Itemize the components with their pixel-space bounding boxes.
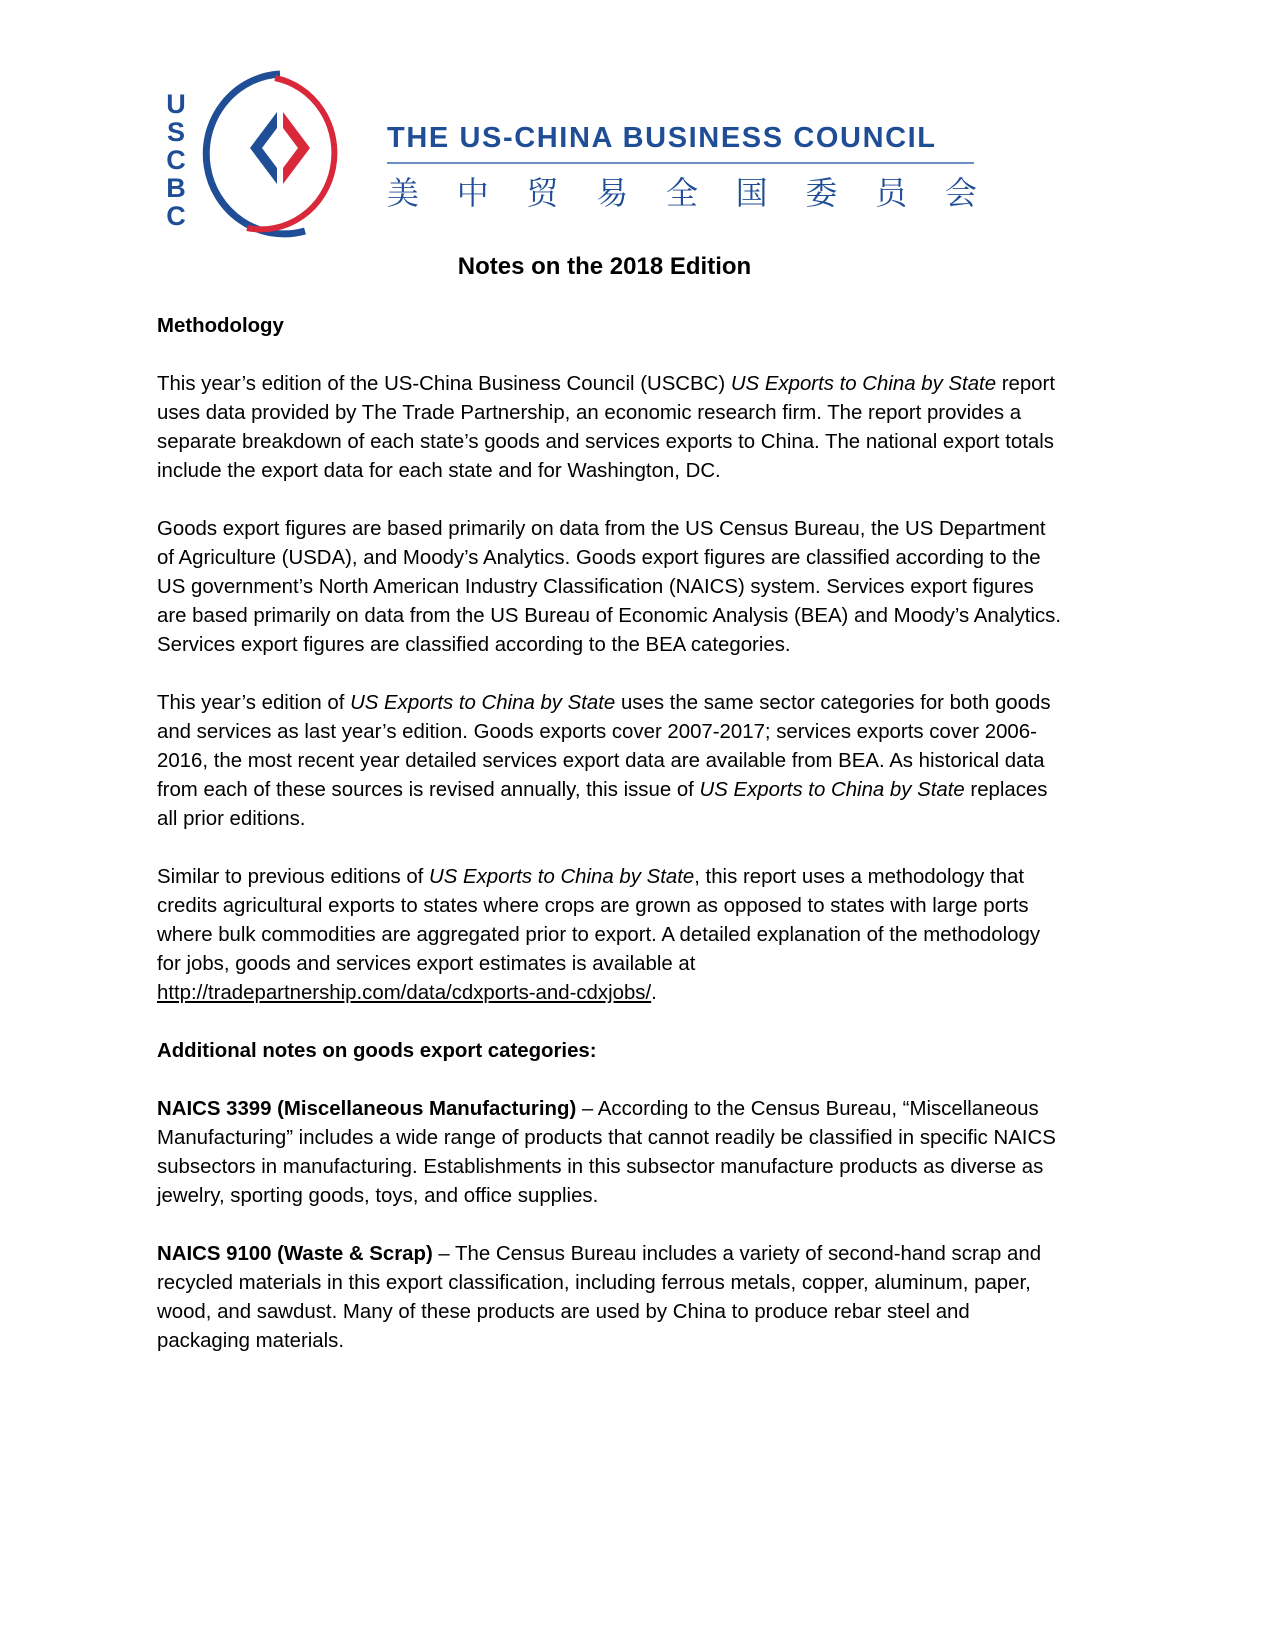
note-naics-3399 bbox=[157, 1095, 1062, 1211]
logo-char: 易 bbox=[596, 174, 629, 212]
additional-notes-heading: Additional notes on goods export categories: bbox=[157, 1040, 597, 1062]
logo-name: THE US-CHINA BUSINESS COUNCIL bbox=[387, 122, 937, 154]
logo-emblem-icon bbox=[195, 68, 365, 243]
text: . bbox=[651, 982, 657, 1004]
logo-letter: U bbox=[166, 89, 186, 119]
logo-char: 全 bbox=[665, 174, 698, 212]
logo-char: 国 bbox=[735, 174, 768, 212]
paragraph bbox=[157, 370, 1062, 486]
report-title: US Exports to China by State bbox=[429, 866, 695, 888]
text: This year’s edition of bbox=[157, 692, 351, 714]
logo-char: 会 bbox=[944, 174, 977, 212]
note-label: NAICS 3399 (Miscellaneous Manufacturing) bbox=[157, 1098, 577, 1120]
logo-letter: C bbox=[166, 145, 186, 175]
logo-char: 委 bbox=[805, 174, 838, 212]
logo-letter: C bbox=[166, 201, 186, 231]
note-text: – The Census Bureau includes a variety of second-hand scrap and recycled materials in this export classification, including ferrous metals, copper, aluminum, paper, wood, and sawdust. Many of these products are used by China to produce rebar steel and packaging materials. bbox=[157, 1243, 1042, 1352]
methodology-link[interactable]: http://tradepartnership.com/data/cdxports-and-cdxjobs/ bbox=[157, 982, 652, 1004]
text: This year’s edition of the US-China Business Council (USCBC) bbox=[157, 373, 731, 395]
logo-divider bbox=[387, 162, 974, 164]
note-naics-9100 bbox=[157, 1240, 1062, 1356]
text: report uses data provided by The Trade Partnership, an economic research firm. The report provides a separate breakdown of each state’s goods and services exports to China. The national export totals include the export data for each state and for Washington, DC. bbox=[157, 373, 1055, 482]
paragraph: Goods export figures are based primarily on data from the US Census Bureau, the US Department of Agriculture (USDA), and Moody’s Analytics. Goods export figures are classified according to the US government’s North American Industry Classification (NAICS) system. Services export figures are based primarily on data from the US Bureau of Economic Analysis (BEA) and Moody’s Analytics. Services export figures are classified according to the BEA categories. bbox=[157, 518, 1062, 656]
report-title: US Exports to China by State bbox=[730, 373, 997, 395]
note-label: NAICS 9100 (Waste & Scrap) bbox=[157, 1243, 433, 1265]
logo-char: 员 bbox=[875, 174, 908, 212]
page-title: Notes on the 2018 Edition bbox=[457, 253, 752, 280]
logo-letter: S bbox=[166, 117, 185, 147]
paragraph bbox=[157, 863, 1062, 1008]
report-title: US Exports to China by State bbox=[699, 779, 965, 801]
note-text: – According to the Census Bureau, “Miscellaneous Manufacturing” includes a wide range of products that cannot readily be classified in specific NAICS subsectors in manufacturing. Establishments in this subsector manufacture products as diverse as jewelry, sporting goods, toys, and office supplies. bbox=[157, 1098, 1056, 1207]
paragraph bbox=[157, 689, 1062, 834]
text: replaces all prior editions. bbox=[157, 779, 1048, 830]
logo-chinese-name bbox=[387, 168, 977, 214]
uscbc-logo bbox=[155, 68, 1035, 243]
logo-char: 美 bbox=[387, 174, 420, 212]
text: uses the same sector categories for both goods and services as last year’s edition. Goods exports cover 2007-2017; services exports cover 2006-2016, the most recent year detailed services export data are available from BEA. As historical data from each of these sources is revised annually, this issue of bbox=[157, 692, 1051, 801]
text: Similar to previous editions of bbox=[157, 866, 429, 888]
report-title: US Exports to China by State bbox=[350, 692, 616, 714]
logo-vertical-letters bbox=[161, 90, 191, 230]
document-body bbox=[157, 250, 1062, 1385]
text: , this report uses a methodology that credits agricultural exports to states where crops are grown as opposed to states with large ports where bulk commodities are aggregated prior to export. A detailed explanation of the methodology for jobs, goods and services export estimates is available at bbox=[157, 866, 1041, 975]
logo-char: 中 bbox=[456, 174, 489, 212]
methodology-heading: Methodology bbox=[157, 315, 284, 337]
logo-letter: B bbox=[166, 173, 186, 203]
logo-char: 贸 bbox=[526, 174, 559, 212]
